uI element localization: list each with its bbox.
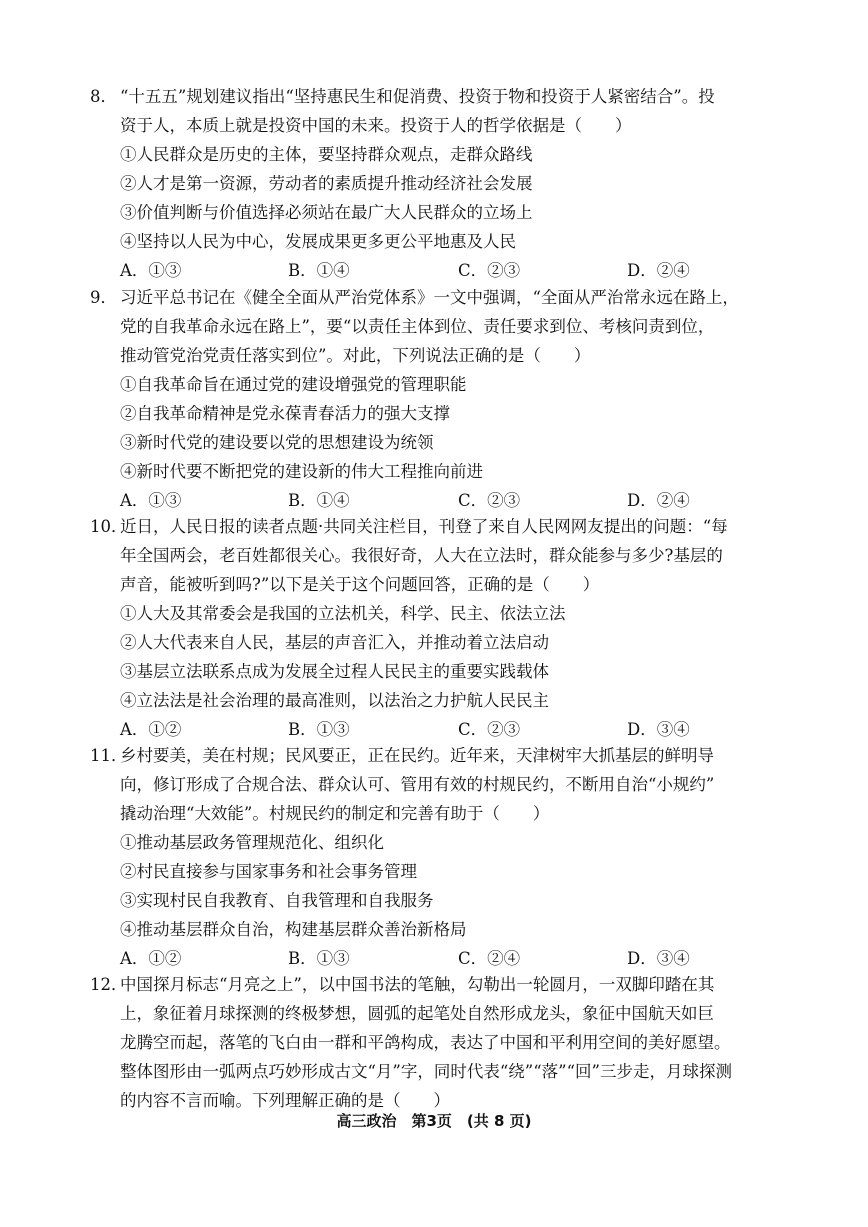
question-stem-line: 撬动治理“大效能”。村规民约的制定和完善有助于（ ） (120, 804, 550, 823)
choice-d: D．②④ (627, 261, 690, 280)
question-stem-line: 推动管党治党责任落实到位”。对此，下列说法正确的是（ ） (120, 346, 591, 365)
choice-a: A．①③ (120, 491, 182, 510)
answer-choices (90, 944, 780, 973)
question-stem-line: 整体图形由一弧两点巧妙形成古文“月”字，同时代表“绕”“落”“回”三步走，月球探测 (120, 1062, 732, 1081)
question-12 (90, 970, 780, 1115)
question-number: 9． (90, 288, 117, 307)
question-stem-line: 向，修订形成了合规合法、群众认可、管用有效的村规民约，不断用自治“小规约” (120, 775, 715, 794)
statement-option: ④推动基层群众自治，构建基层群众善治新格局 (120, 920, 467, 939)
statement-option: ③实现村民自我教育、自我管理和自我服务 (120, 891, 434, 910)
choice-d: D．②④ (627, 491, 690, 510)
choice-d: D．③④ (627, 720, 690, 739)
choice-c: C．②④ (458, 949, 521, 968)
question-8 (90, 82, 780, 285)
question-stem-line: 上，象征着月球探测的终极梦想，圆弧的起笔处自然形成龙头，象征中国航天如巨 (120, 1004, 714, 1023)
choice-d: D．③④ (627, 949, 690, 968)
question-number: 8． (90, 87, 117, 106)
statement-option: ②人大代表来自人民，基层的声音汇入，并推动着立法启动 (120, 633, 549, 652)
statement-option: ①推动基层政务管理规范化、组织化 (120, 833, 384, 852)
question-number: 10． (90, 517, 128, 536)
stem-text: 乡村要美，美在村规；民风要正，正在民约。近年来，天津树牢大抓基层的鲜明导 (120, 746, 714, 765)
question-stem-line (90, 512, 780, 541)
stem-text: “十五五”规划建议指出“坚持惠民生和促消费、投资于物和投资于人紧密结合”。投 (120, 87, 715, 106)
statement-option: ③基层立法联系点成为发展全过程人民民主的重要实践载体 (120, 662, 549, 681)
question-stem-line (90, 82, 780, 111)
question-stem-line: 年全国两会，老百姓都很关心。我很好奇，人大在立法时，群众能参与多少?基层的 (120, 546, 723, 565)
question-9 (90, 283, 780, 515)
question-stem-line (90, 970, 780, 999)
question-stem-line: 资于人，本质上就是投资中国的未来。投资于人的哲学依据是（ ） (120, 116, 632, 135)
question-stem-line: 党的自我革命永远在路上”，要“以责任主体到位、责任要求到位、考核问责到位， (120, 317, 715, 336)
statement-option: ④坚持以人民为中心，发展成果更多更公平地惠及人民 (120, 232, 516, 251)
statement-option: ②村民直接参与国家事务和社会事务管理 (120, 862, 417, 881)
statement-option: ③价值判断与价值选择必须站在最广大人民群众的立场上 (120, 203, 533, 222)
question-10 (90, 512, 780, 744)
choice-b: B．①③ (288, 720, 350, 739)
answer-choices (90, 486, 780, 515)
question-stem-line (90, 283, 780, 312)
question-stem-line: 声音，能被听到吗?”以下是关于这个问题回答，正确的是（ ） (120, 575, 600, 594)
stem-text: 习近平总书记在《健全全面从严治党体系》一文中强调，“全面从严治常永远在路上， (120, 288, 739, 307)
statement-option: ③新时代党的建设要以党的思想建设为统领 (120, 433, 434, 452)
statement-option: ④立法法是社会治理的最高准则，以法治之力护航人民民主 (120, 691, 549, 710)
choice-b: B．①④ (288, 261, 350, 280)
question-stem-line: 龙腾空而起，落笔的飞白由一群和平鸽构成，表达了中国和平利用空间的美好愿望。 (120, 1033, 731, 1052)
answer-choices (90, 715, 780, 744)
choice-c: C．②③ (458, 261, 521, 280)
choice-c: C．②③ (458, 720, 521, 739)
statement-option: ①自我革命旨在通过党的建设增强党的管理职能 (120, 375, 467, 394)
choice-c: C．②③ (458, 491, 521, 510)
question-number: 11． (90, 746, 128, 765)
question-11 (90, 741, 780, 973)
question-number: 12． (90, 975, 128, 994)
statement-option: ②自我革命精神是党永葆青春活力的强大支撑 (120, 404, 450, 423)
statement-option: ①人大及其常委会是我国的立法机关，科学、民主、依法立法 (120, 604, 566, 623)
statement-option: ④新时代要不断把党的建设新的伟大工程推向前进 (120, 462, 483, 481)
statement-option: ②人才是第一资源，劳动者的素质提升推动经济社会发展 (120, 174, 533, 193)
page-footer: 高三政治 第3页 (共 8 页) (336, 1112, 532, 1130)
choice-a: A．①② (120, 720, 182, 739)
question-stem-line: 的内容不言而喻。下列理解正确的是（ ） (120, 1091, 450, 1110)
question-stem-line (90, 741, 780, 770)
stem-text: 近日，人民日报的读者点题·共同关注栏目，刊登了来自人民网网友提出的问题：“每 (120, 517, 728, 536)
stem-text: 中国探月标志“月亮之上”，以中国书法的笔触，勾勒出一轮圆月，一双脚印踏在其 (120, 975, 715, 994)
choice-b: B．①③ (288, 949, 350, 968)
choice-a: A．①③ (120, 261, 182, 280)
choice-b: B．①④ (288, 491, 350, 510)
choice-a: A．①② (120, 949, 182, 968)
answer-choices (90, 256, 780, 285)
statement-option: ①人民群众是历史的主体，要坚持群众观点，走群众路线 (120, 145, 533, 164)
